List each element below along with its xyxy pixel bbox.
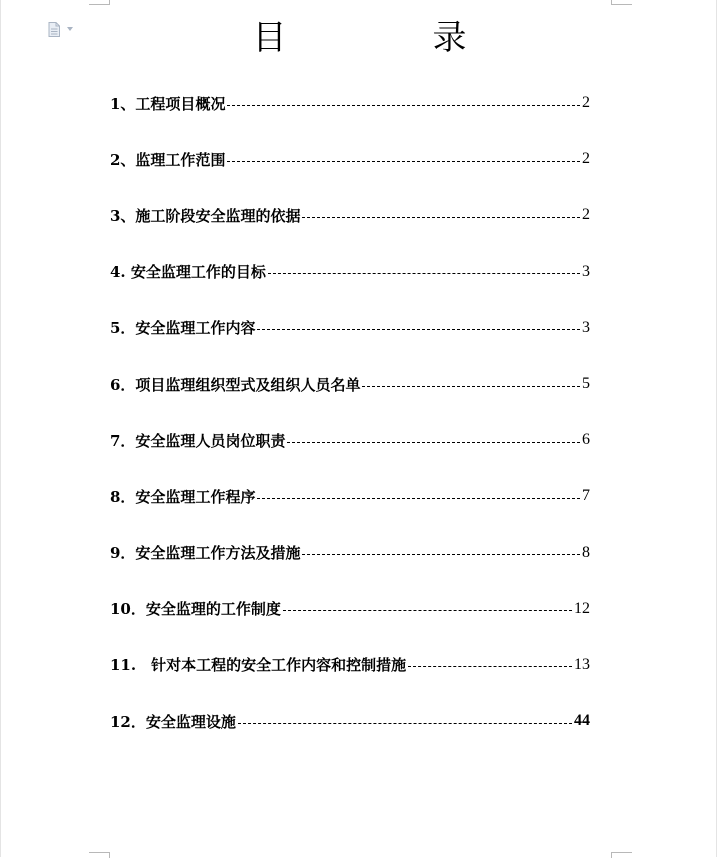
toc-leader: [227, 105, 580, 106]
table-of-contents: [110, 75, 590, 749]
toc-row[interactable]: [110, 412, 590, 468]
toc-page-number: 6: [582, 431, 590, 449]
toc-label: 2、监理工作范围: [110, 150, 226, 169]
toc-row[interactable]: [110, 693, 590, 749]
toc-label: 3、施工阶段安全监理的依据: [110, 206, 301, 225]
toc-leader: [362, 386, 580, 387]
toc-leader: [257, 498, 580, 499]
toc-page-number: 2: [582, 150, 590, 168]
toc-leader: [287, 442, 580, 443]
toc-row[interactable]: [110, 131, 590, 187]
toc-leader: [283, 610, 572, 611]
toc-label: 1、工程项目概况: [110, 94, 226, 113]
crop-mark-bottom-right: [611, 852, 632, 858]
toc-page-number: 5: [582, 375, 590, 393]
crop-mark-top-right: [611, 0, 632, 5]
toc-leader: [408, 666, 572, 667]
toc-leader: [227, 161, 580, 162]
page-title: 目 录: [252, 18, 523, 58]
toc-page-number: 13: [574, 655, 590, 673]
toc-row[interactable]: [110, 637, 590, 693]
toc-page-number: 3: [582, 262, 590, 280]
toc-row[interactable]: [110, 75, 590, 131]
toc-page-number: 2: [582, 206, 590, 224]
toc-label: 4. 安全监理工作的目标: [110, 263, 266, 282]
toc-row[interactable]: [110, 356, 590, 412]
toc-label: 12．安全监理设施: [110, 712, 236, 731]
toc-page-number: 12: [574, 599, 590, 617]
toc-leader: [257, 329, 580, 330]
toc-label: 8．安全监理工作程序: [110, 487, 256, 506]
crop-mark-bottom-left: [89, 852, 110, 858]
toc-row[interactable]: [110, 525, 590, 581]
toc-leader: [302, 554, 580, 555]
toc-row[interactable]: [110, 468, 590, 524]
toc-label: 10．安全监理的工作制度: [110, 600, 281, 619]
toc-label: 9．安全监理工作方法及措施: [110, 544, 301, 563]
toc-label: 11. 针对本工程的安全工作内容和控制措施: [110, 656, 407, 675]
toc-page-number: 2: [582, 94, 590, 112]
toc-row[interactable]: [110, 244, 590, 300]
toc-label: 5．安全监理工作内容: [110, 319, 256, 338]
toc-page-number: 44: [574, 712, 590, 730]
crop-mark-top-left: [89, 0, 110, 5]
toc-page-number: 3: [582, 318, 590, 336]
toc-leader: [238, 723, 572, 724]
toc-page-number: 7: [582, 487, 590, 505]
toc-label: 6．项目监理组织型式及组织人员名单: [110, 375, 361, 394]
toc-label: 7．安全监理人员岗位职责: [110, 431, 286, 450]
toc-leader: [268, 273, 580, 274]
toc-row[interactable]: [110, 581, 590, 637]
toc-page-number: 8: [582, 543, 590, 561]
toc-leader: [302, 217, 580, 218]
toc-row[interactable]: [110, 187, 590, 243]
toc-row[interactable]: [110, 300, 590, 356]
